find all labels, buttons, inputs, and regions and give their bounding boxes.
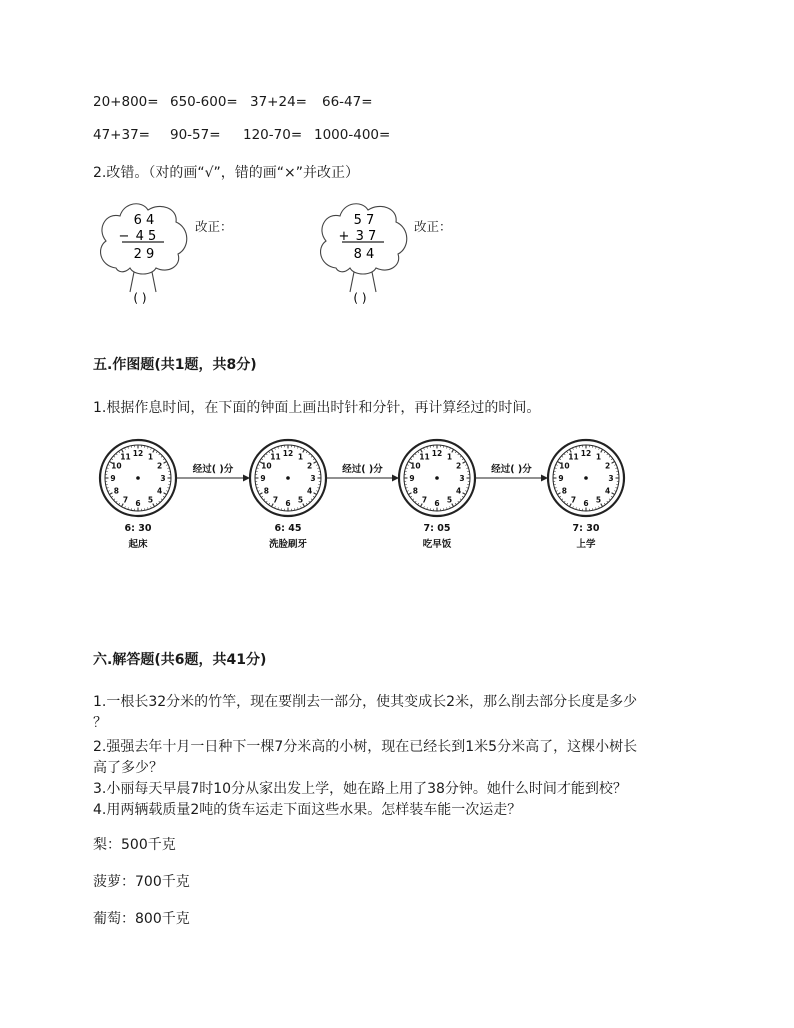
clock-numeral: 3 (459, 474, 465, 483)
clock-numeral: 9 (409, 474, 415, 483)
clock-tick (450, 506, 451, 508)
result-number: 8 4 (353, 247, 375, 262)
clock-tick (614, 465, 616, 466)
clock-tick (607, 501, 608, 502)
clock-tick (125, 506, 126, 508)
clock-tick (309, 453, 310, 454)
clock-tick (412, 499, 413, 500)
clock-numeral: 8 (412, 486, 418, 496)
clock-tick (611, 459, 613, 460)
question-text: 3.小丽每天早晨7时10分从家出发上学，她在路上用了38分钟。她什么时间才能到校？ (93, 781, 627, 797)
clock-center-dot (435, 476, 439, 480)
fix-label: 改正： (195, 219, 233, 234)
operator: − (118, 229, 130, 244)
clock-tick (564, 453, 565, 454)
clock-tick (314, 462, 317, 464)
clock-tick (156, 451, 157, 453)
tree-icon (94, 196, 194, 316)
question-text: 1.一根长32分米的竹竿，现在要削去一部分，使其变成长2米，那么削去部分长度是多少 (93, 694, 638, 710)
clock-tick (316, 465, 318, 466)
question-text: 4.用两辆载质量2吨的货车运走下面这些水果。怎样装车能一次运走？ (93, 802, 522, 818)
clock-numeral: 7 (570, 495, 577, 505)
clock-numeral: 1 (147, 452, 154, 462)
clock-numeral: 7 (272, 495, 279, 505)
clock-numeral: 12 (431, 449, 443, 458)
clock-numeral: 6 (583, 499, 589, 508)
clock-tick (599, 506, 600, 508)
clock-numeral: 1 (446, 452, 453, 462)
clock-tick (556, 491, 558, 492)
clock-tick (111, 496, 113, 497)
clock-numeral: 6 (285, 499, 291, 508)
question-text: 高了多少？ (93, 760, 163, 776)
clock-tick (109, 493, 112, 495)
clock-tick (573, 448, 574, 450)
clock-tick (604, 503, 605, 505)
clock-numeral: 4 (157, 486, 163, 496)
clock-numeral: 2 (456, 461, 462, 471)
clock-tick (311, 499, 312, 500)
question-text: 2.强强去年十月一日种下一棵7分米高的小树，现在已经长到1米5分米高了，这棵小树长 (93, 739, 638, 755)
arith-item: 120-70= (243, 127, 303, 143)
clock-tick (161, 456, 162, 457)
clock-tick (316, 491, 318, 492)
clock-activity-label: 起床 (128, 539, 148, 550)
clock-tick (561, 499, 562, 500)
clock-numeral: 1 (595, 452, 602, 462)
clock-numeral: 9 (558, 474, 564, 483)
clock-numeral: 2 (605, 461, 611, 471)
clock-tick (159, 453, 160, 454)
clock-tick (113, 499, 114, 500)
clock-tick (609, 456, 610, 457)
question-text: 1.根据作息时间，在下面的钟面上画出时针和分针，再计算经过的时间。 (93, 400, 541, 416)
clock-numeral: 10 (111, 461, 122, 471)
clock-tick (111, 459, 113, 460)
clock-tick (604, 451, 605, 453)
clock-tick (269, 503, 270, 505)
clock-numeral: 1 (297, 452, 304, 462)
clock-tick (259, 493, 262, 495)
clock-activity-label: 吃早饭 (422, 539, 452, 550)
operator: + (338, 229, 350, 244)
bottom-number: 4 5 (135, 229, 157, 244)
clock-tick (410, 459, 412, 460)
clock-tick (306, 503, 307, 505)
clock-tick (258, 465, 260, 466)
clock-numeral: 4 (456, 486, 462, 496)
clock-tick (612, 493, 615, 495)
arith-item: 650-600= (170, 94, 238, 110)
clock-numeral: 10 (261, 461, 272, 471)
clock-tick (258, 491, 260, 492)
clock-center-dot (584, 476, 588, 480)
clock-tick (407, 491, 409, 492)
clock-tick (559, 496, 561, 497)
clock-tick (557, 493, 560, 495)
clock-tick (125, 448, 126, 450)
arith-item: 1000-400= (314, 127, 391, 143)
clock-tick (455, 451, 456, 453)
clock-tick (275, 448, 276, 450)
clock-tick (311, 456, 312, 457)
clock-tick (301, 506, 302, 508)
clock-tick (412, 456, 413, 457)
clock-numeral: 10 (559, 461, 570, 471)
clock-tick (164, 493, 167, 495)
clock-tick (573, 506, 574, 508)
clock-tick (163, 496, 165, 497)
clock-tick (151, 506, 152, 508)
clock-tick (418, 503, 419, 505)
clock-tick (166, 465, 168, 466)
arith-item: 90-57= (170, 127, 221, 143)
clock-tick (261, 459, 263, 460)
clock-tick (119, 503, 120, 505)
clock-numeral: 5 (446, 495, 453, 505)
clock-tick (458, 501, 459, 502)
clock-numeral: 8 (113, 486, 119, 496)
clock-numeral: 8 (263, 486, 269, 496)
fix-label: 改正： (414, 219, 452, 234)
clock-tick (407, 465, 409, 466)
clock-tick (263, 499, 264, 500)
clock-numeral: 9 (110, 474, 116, 483)
clock-tick (463, 493, 466, 495)
clock-numeral: 3 (310, 474, 316, 483)
clock-center-dot (136, 476, 140, 480)
clock-tick (161, 499, 162, 500)
clock-numeral: 6 (135, 499, 141, 508)
clock-center-dot (286, 476, 290, 480)
clock-numeral: 3 (160, 474, 166, 483)
clock-tick (261, 496, 263, 497)
clock-tick (556, 465, 558, 466)
clock-tick (151, 448, 152, 450)
clock-tick (166, 491, 168, 492)
clock-numeral: 12 (580, 449, 592, 458)
arith-item: 37+24= (250, 94, 307, 110)
bottom-number: 3 7 (355, 229, 377, 244)
clock-numeral: 6 (434, 499, 440, 508)
top-number: 6 4 (133, 213, 155, 228)
clock-tick (612, 462, 615, 464)
fruit-item: 葡萄：800千克 (93, 911, 190, 927)
clock-numeral: 4 (307, 486, 313, 496)
clock-tick (306, 451, 307, 453)
tree-problem-1 (94, 196, 194, 316)
question-text: ？ (93, 715, 107, 731)
clock-numeral: 7 (421, 495, 428, 505)
clock-tick (465, 465, 467, 466)
clock-tick (113, 456, 114, 457)
clock-tick (462, 459, 464, 460)
clock-numeral: 9 (260, 474, 266, 483)
clock-tick (415, 453, 416, 454)
clock-tick (116, 453, 117, 454)
clock-tick (424, 448, 425, 450)
clock-tick (266, 501, 267, 502)
arrow-label: 经过( )分 (342, 464, 383, 475)
clock-numeral: 7 (122, 495, 129, 505)
clock-numeral: 12 (132, 449, 144, 458)
clock-tick (607, 453, 608, 454)
clock-tick (408, 493, 411, 495)
clock-tick (567, 503, 568, 505)
correction-heading: 2.改错。（对的画“√”，错的画“×”并改正） (93, 165, 360, 181)
answer-blank: ( ) (353, 291, 367, 305)
answer-blank: ( ) (133, 291, 147, 305)
clock-tick (564, 501, 565, 502)
clock-time-label: 7: 30 (572, 523, 600, 534)
clock-tick (275, 506, 276, 508)
tree-icon (314, 196, 414, 316)
clock-tick (159, 501, 160, 502)
arith-item: 47+37= (93, 127, 150, 143)
clock-tick (460, 456, 461, 457)
top-number: 5 7 (353, 213, 375, 228)
clock-numeral: 10 (410, 461, 421, 471)
clock-tick (460, 499, 461, 500)
clock-tick (465, 491, 467, 492)
clock-time-label: 7: 05 (423, 523, 451, 534)
clock-numeral: 5 (147, 495, 154, 505)
clock-tick (314, 493, 317, 495)
clock-tick (458, 453, 459, 454)
clock-numeral: 11 (568, 452, 579, 462)
clock-tick (415, 501, 416, 502)
clock-numeral: 5 (595, 495, 602, 505)
clock-tick (455, 503, 456, 505)
section-title: 六.解答题(共6题，共41分) (93, 652, 267, 668)
clock-numeral: 11 (419, 452, 430, 462)
clock-tick (559, 459, 561, 460)
clock-tick (156, 503, 157, 505)
clock-numeral: 4 (605, 486, 611, 496)
clock-numeral: 11 (270, 452, 281, 462)
clock-tick (611, 496, 613, 497)
arith-item: 66-47= (322, 94, 373, 110)
clock-tick (266, 453, 267, 454)
arrow-label: 经过( )分 (491, 464, 532, 475)
arrow-label: 经过( )分 (192, 464, 234, 475)
clock-tick (609, 499, 610, 500)
section-title: 五.作图题(共1题，共8分) (93, 357, 257, 373)
clock-numeral: 2 (157, 461, 163, 471)
clock-tick (309, 501, 310, 502)
clock-diagram (96, 432, 636, 582)
clock-tick (463, 462, 466, 464)
clock-tick (108, 491, 110, 492)
clock-time-label: 6: 30 (124, 523, 152, 534)
clock-tick (164, 462, 167, 464)
clock-tick (313, 459, 315, 460)
fruit-item: 菠萝：700千克 (93, 874, 190, 890)
clock-tick (116, 501, 117, 502)
clock-tick (301, 448, 302, 450)
clock-numeral: 12 (282, 449, 294, 458)
clock-tick (561, 456, 562, 457)
clock-tick (410, 496, 412, 497)
clock-activity-label: 上学 (576, 539, 596, 550)
clock-numeral: 3 (608, 474, 614, 483)
clock-numeral: 8 (561, 486, 567, 496)
result-number: 2 9 (133, 247, 155, 262)
clock-tick (614, 491, 616, 492)
clock-time-label: 6: 45 (274, 523, 302, 534)
arith-item: 20+800= (93, 94, 159, 110)
clock-tick (450, 448, 451, 450)
clock-tick (163, 459, 165, 460)
clock-tick (462, 496, 464, 497)
clock-numeral: 5 (297, 495, 304, 505)
tree-problem-2 (314, 196, 414, 316)
fruit-item: 梨：500千克 (93, 837, 176, 853)
clock-tick (599, 448, 600, 450)
clock-tick (424, 506, 425, 508)
clock-tick (313, 496, 315, 497)
clock-numeral: 11 (120, 452, 131, 462)
clock-numeral: 2 (307, 461, 313, 471)
clock-tick (108, 465, 110, 466)
clock-sequence (96, 432, 636, 582)
clock-tick (263, 456, 264, 457)
clock-activity-label: 洗脸刷牙 (268, 539, 308, 550)
